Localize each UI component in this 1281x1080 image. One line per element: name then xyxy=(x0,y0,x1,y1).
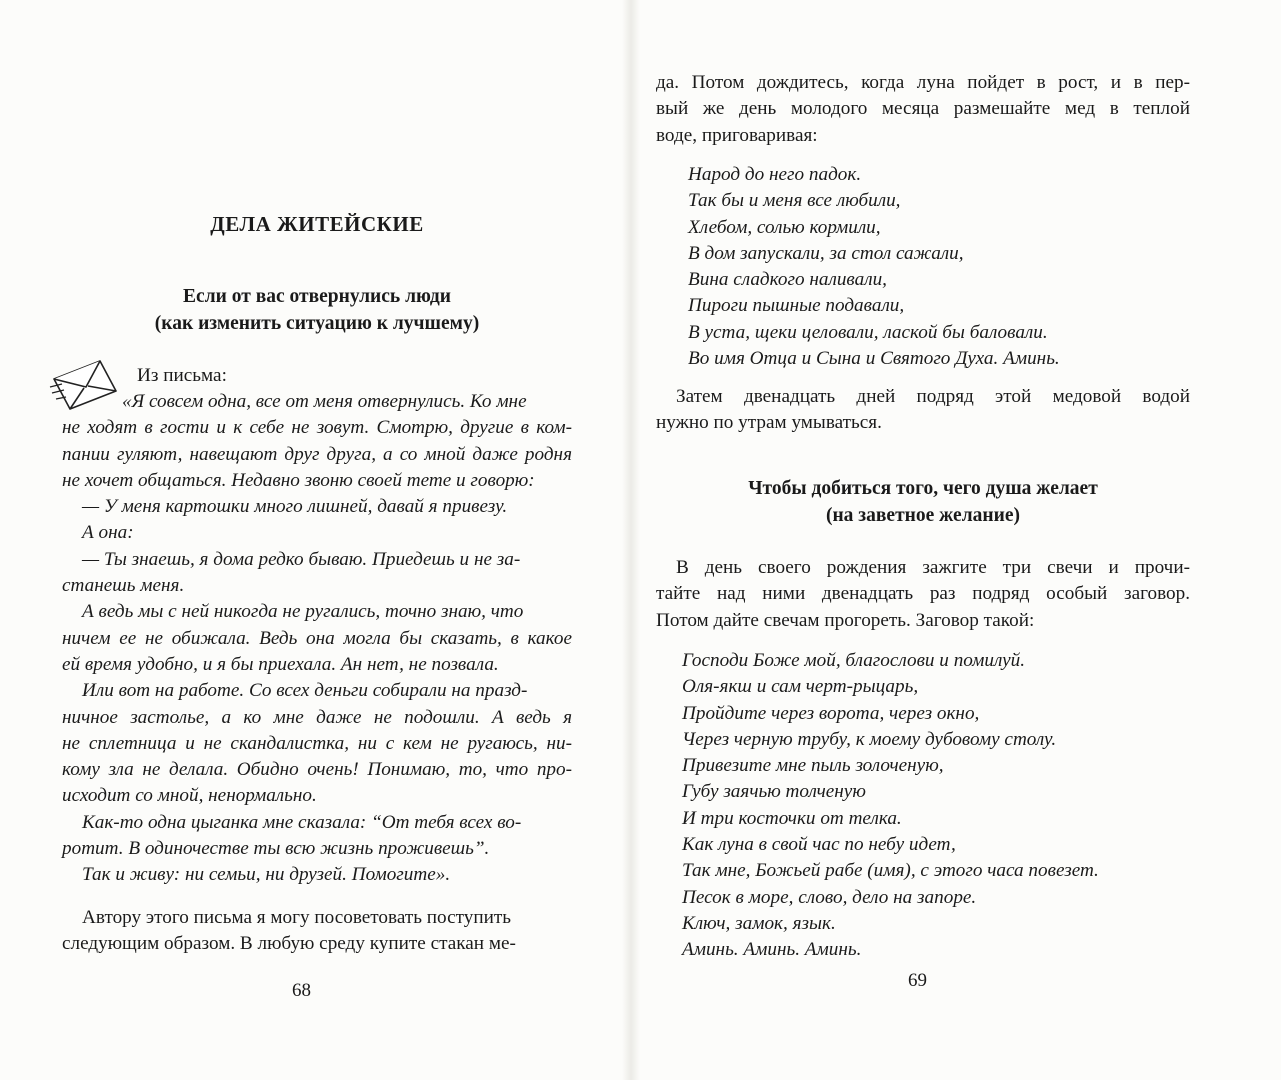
verse-line: Как луна в свой час по небу идет, xyxy=(682,834,956,856)
body-line: следующим образом. В любую среду купите стакан ме- xyxy=(62,933,516,955)
letter-line: ничное застолье, а ко мне даже не подошли. А ведь я xyxy=(62,706,572,728)
continued-paragraph xyxy=(656,70,1190,149)
verse-line: Ключ, замок, язык. xyxy=(682,912,836,934)
letter-line: — Ты знаешь, я дома редко бываю. Приедешь и не за- xyxy=(82,548,521,570)
verse-line: Вина сладкого наливали, xyxy=(688,269,887,291)
verse-line: Через черную трубу, к моему дубовому столу. xyxy=(682,728,1057,750)
verse-line: В дом запускали, за стол сажали, xyxy=(688,242,964,264)
letter-line: А она: xyxy=(82,522,134,544)
body-line: нужно по утрам умываться. xyxy=(656,412,882,434)
subtitle-line: Если от вас отвернулись люди xyxy=(183,286,451,307)
section-title-line: (на заветное желание) xyxy=(825,505,1021,526)
page-number: 69 xyxy=(908,970,927,991)
section-title xyxy=(656,475,1190,529)
verse-line: Во имя Отца и Сына и Святого Духа. Аминь. xyxy=(688,348,1060,370)
letter-intro: Из письма: xyxy=(137,365,227,386)
verse-line: Губу заячью толченую xyxy=(682,781,866,803)
page-number: 68 xyxy=(292,980,311,1001)
letter-line: ротит. В одиночестве ты всю жизнь проживешь”. xyxy=(62,838,490,860)
verse-line: Так бы и меня все любили, xyxy=(688,190,901,212)
body-line: вый же день молодого месяца размешайте мед в теплой xyxy=(656,98,1190,120)
ritual-paragraph xyxy=(656,555,1190,634)
letter-line: Как-то одна цыганка мне сказала: “От тебя всех во- xyxy=(82,811,522,833)
section-title-line: Чтобы добиться того, чего душа желает xyxy=(748,478,1098,499)
verse-line: Так мне, Божьей рабе (имя), с этого часа повезет. xyxy=(682,860,1099,882)
letter-line: не сплетница и не скандалистка, ни с кем не ругаюсь, ни- xyxy=(62,732,572,754)
body-line: Затем двенадцать дней подряд этой медовой водой xyxy=(676,386,1190,407)
body-line: В день своего рождения зажгите три свечи и прочи- xyxy=(676,557,1190,578)
letter-line: А ведь мы с ней никогда не ругались, точно знаю, что xyxy=(82,601,524,623)
letter-line: исходит со мной, ненормально. xyxy=(62,785,317,807)
book-gutter xyxy=(622,0,640,1080)
verse-line: Господи Боже мой, благослови и помилуй. xyxy=(682,650,1026,671)
body-line: воде, приговаривая: xyxy=(656,124,818,146)
letter-line: Так и живу: ни семьи, ни друзей. Помогите». xyxy=(82,864,451,886)
verse-line: Хлебом, солью кормили, xyxy=(688,216,881,238)
letter-line: ей время удобно, и я бы приехала. Ан нет, не позвала. xyxy=(62,653,499,675)
letter-line: не хочет общаться. Недавно звоню своей тете и говорю: xyxy=(62,469,535,491)
verse-line: В уста, щеки целовали, лаской бы баловали. xyxy=(688,321,1048,343)
letter-line: «Я совсем одна, все от меня отвернулись. Ко мне xyxy=(122,391,527,412)
letter-line: не ходят в гости и к себе не зовут. Смотрю, другие в ком- xyxy=(62,417,572,439)
letter-line: — У меня картошки много лишней, давай я привезу. xyxy=(82,496,508,518)
subtitle-line: (как изменить ситуацию к лучшему) xyxy=(154,313,480,334)
letter-line: кому зла не делала. Обидно очень! Понимаю, то, что про- xyxy=(62,759,572,781)
incantation-verse-2 xyxy=(682,648,1099,964)
letter-line: станешь меня. xyxy=(62,575,185,597)
incantation-verse-1 xyxy=(688,162,1060,372)
section-subtitle xyxy=(62,283,572,337)
advice-paragraph xyxy=(62,905,572,958)
letter-line: ничем ее не обижала. Ведь она могла бы сказать, в какое xyxy=(62,627,572,649)
verse-line: Привезите мне пыль золоченую, xyxy=(682,755,944,777)
chapter-title: ДЕЛА ЖИТЕЙСКИЕ xyxy=(210,212,424,236)
letter-line: Или вот на работе. Со всех деньги собирали на празд- xyxy=(82,680,528,702)
letter-line: пании гуляют, навещают друг друга, а со мной даже родня xyxy=(62,443,572,465)
instruction-paragraph xyxy=(656,384,1190,437)
body-line: Потом дайте свечам прогореть. Заговор такой: xyxy=(656,609,1035,631)
body-line: да. Потом дождитесь, когда луна пойдет в рост, и в пер- xyxy=(656,72,1190,93)
body-line: тайте над ними двенадцать раз подряд особый заговор. xyxy=(656,583,1190,605)
verse-line: И три косточки от телка. xyxy=(682,807,902,829)
verse-line: Аминь. Аминь. Аминь. xyxy=(682,939,862,961)
verse-line: Пройдите через ворота, через окно, xyxy=(682,702,980,724)
verse-line: Народ до него падок. xyxy=(688,164,862,185)
letter-text xyxy=(62,389,572,889)
verse-line: Оля-якш и сам черт-рыцарь, xyxy=(682,676,919,698)
verse-line: Пироги пышные подавали, xyxy=(688,295,905,317)
body-line: Автору этого письма я могу посоветовать поступить xyxy=(82,907,512,928)
verse-line: Песок в море, слово, дело на запоре. xyxy=(682,886,977,908)
